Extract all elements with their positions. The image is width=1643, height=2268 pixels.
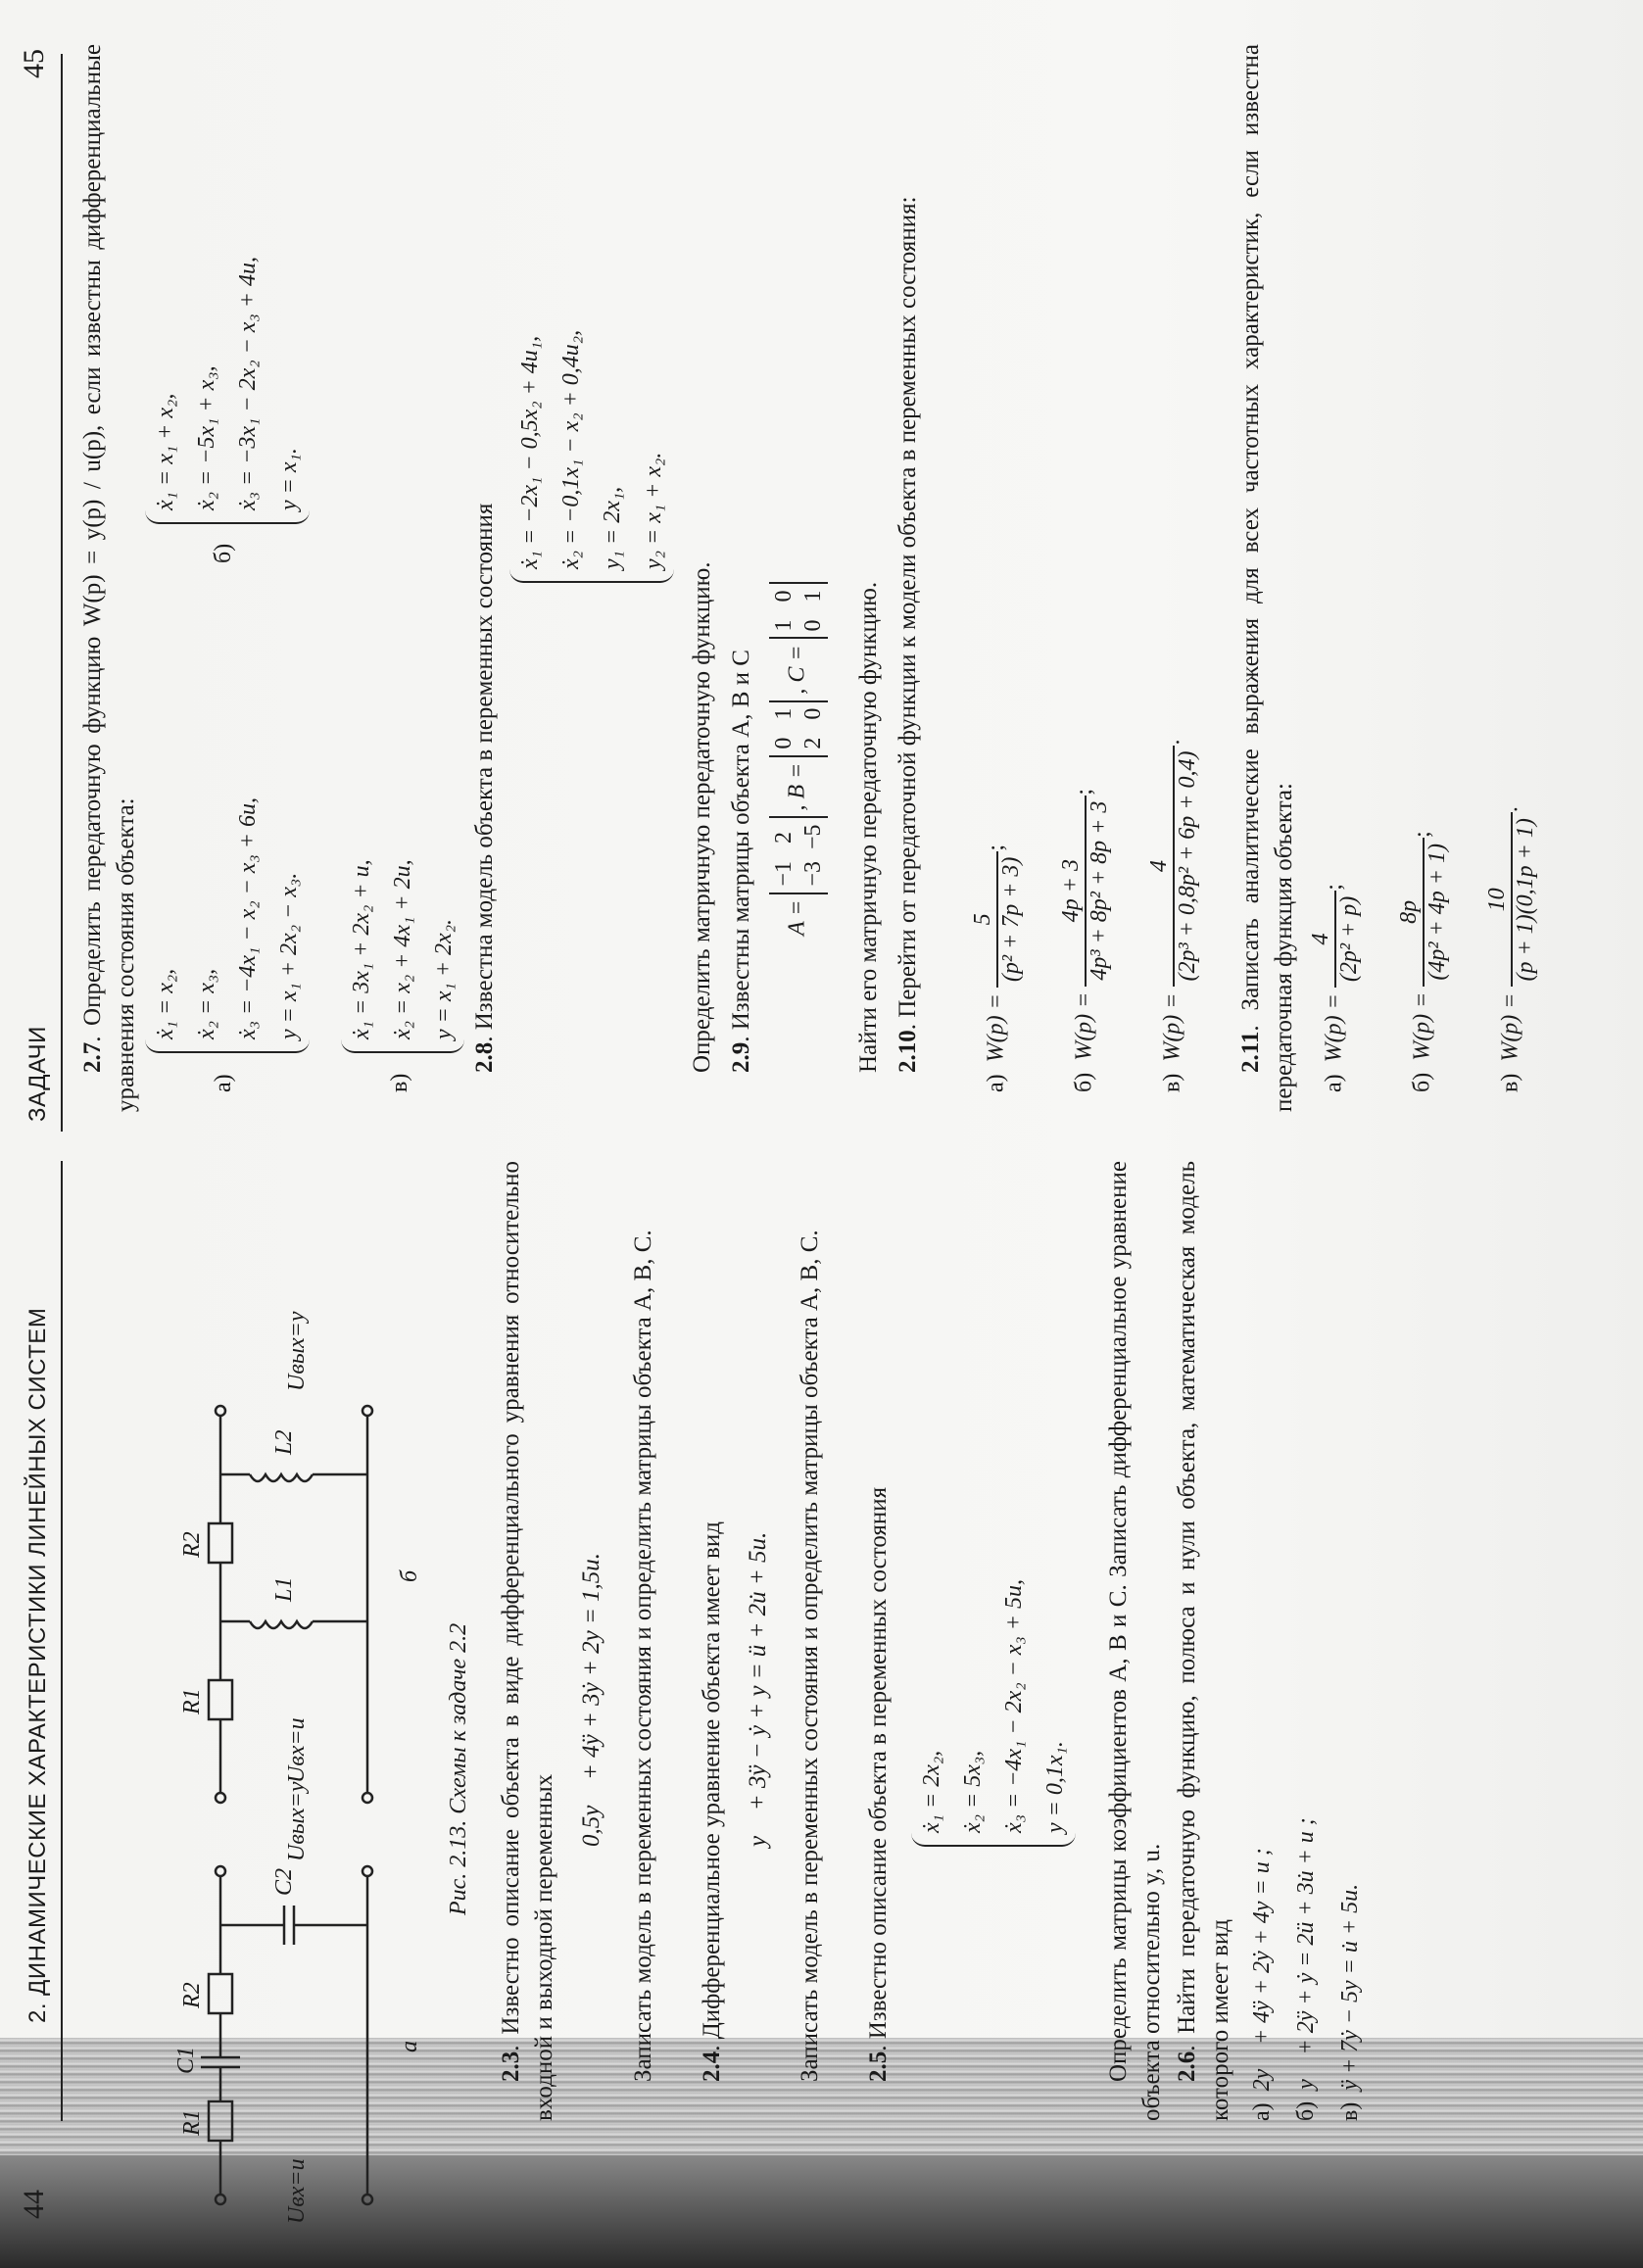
problem-text: . Найти передаточную функцию, полюса и нули объекта, математическая модель которого имеет вид (1174, 1161, 1233, 2121)
equation-2-4: y⃛ + 3ÿ − ẏ + y = ü + 2u̇ + 5u. (745, 1531, 771, 1847)
denominator: (4p² + 4p + 1) (1425, 844, 1450, 981)
problem-text: . Известны матрицы объекта A, B и C (728, 650, 754, 1042)
problem-2-8-tail: Определить матричную передаточную функцию. (689, 561, 715, 1073)
item-key: а) (983, 1074, 1009, 1092)
problem-2-9-tail: Найти его матричную передаточную функцию. (855, 581, 882, 1073)
system-line: ẋ₂ = −0,1x₁ − x₂ + 0,4u₂, (558, 329, 584, 569)
problem-2-5 (862, 1161, 895, 2121)
matrix-a-label: A = (784, 899, 810, 936)
system-line: ẋ₁ = x₁ + x₂, (153, 393, 178, 510)
system-2-7-a (145, 797, 310, 1053)
matrix-row: 0 1 (771, 707, 797, 749)
denominator: (2p² + p) (1336, 895, 1362, 983)
denominator: (p² + 7p + 3) (998, 856, 1024, 983)
item-key: б) (1409, 1072, 1435, 1092)
item-end: ; (1071, 788, 1097, 796)
fig-a-c1-label: C1 (173, 2046, 199, 2074)
problem-text: . Определить передаточную функцию W(p) = y(p) / u(p), если известны дифференциальные уравнения состояния объекта: (79, 44, 139, 1112)
running-header-left: 2. ДИНАМИЧЕСКИЕ ХАРАКТЕРИСТИКИ ЛИНЕЙНЫХ СИСТЕМ (24, 1307, 51, 2023)
matrix-b-label: , B = (784, 762, 810, 811)
item-end: . (1497, 806, 1523, 813)
problem-number: 2.10 (894, 1030, 921, 1073)
system-line: ẋ₃ = −4x₁ − x₂ − x₃ + 6u, (235, 797, 261, 1039)
equation-2-3: 0,5y⃛ + 4ÿ + 3ẏ + 2y = 1,5u. (578, 1552, 604, 1847)
fraction (1308, 891, 1363, 988)
problem-number: 2.7 (79, 1041, 106, 1073)
problem-2-11 (1234, 44, 1301, 1112)
item-2-10-c (1146, 740, 1201, 1092)
fraction (1396, 838, 1451, 987)
fig-b-l1-label: L1 (271, 1576, 297, 1602)
problem-2-9 (725, 44, 758, 1112)
numerator: 8p (1396, 838, 1425, 987)
item-lhs: W(p) = (1159, 992, 1185, 1062)
problem-text: . Известно описание объекта в виде дифференциального уравнения относительно входной и выходной переменных (498, 1161, 557, 2121)
fraction (1146, 746, 1201, 988)
problem-number: 2.9 (728, 1041, 754, 1073)
item-end: ; (1321, 884, 1347, 891)
numerator: 4 (1308, 891, 1336, 988)
matrix-row: 1 0 (771, 590, 797, 632)
system-line: ẋ₁ = 2x₂, (919, 1750, 944, 1833)
item-end: . (1159, 739, 1185, 746)
problem-2-4 (696, 1161, 729, 2121)
system-2-5 (911, 1579, 1076, 1847)
item-2-6-b (1293, 1817, 1320, 2121)
matrix-c-label: , C = (784, 645, 810, 695)
problem-2-3 (495, 1161, 561, 2121)
item-equation: y⃛ + 2ÿ + ẏ = 2ü + 3u̇ + u ; (1293, 1817, 1319, 2090)
system-line: ẋ₂ = 5x₃, (960, 1750, 986, 1833)
fig-a-r2-label: R2 (179, 1982, 205, 2008)
header-rule-right (61, 54, 63, 1132)
system-line: ẋ₂ = x₃, (194, 968, 219, 1039)
system-line: ẋ₁ = −2x₁ − 0,5x₂ + 4u₁, (517, 335, 543, 569)
page-44 (0, 1132, 1643, 2268)
item-key: а) (1321, 1074, 1347, 1092)
problem-number: 2.4 (699, 2051, 725, 2082)
system-line: ẋ₃ = −4x₁ − 2x₂ − x₃ + 5u, (1001, 1579, 1027, 1833)
fig-a-c2-label: C2 (271, 1867, 297, 1896)
problem-number: 2.3 (498, 2051, 524, 2082)
item-equation: ÿ + 7ẏ − 5y = u̇ + 5u. (1337, 1883, 1363, 2091)
item-equation: 2y⃛ + 4ÿ + 2ẏ + 4y = u ; (1249, 1848, 1275, 2092)
denominator: (2p³ + 0,8p² + 6p + 0,4) (1175, 750, 1200, 982)
problem-2-10 (892, 44, 925, 1112)
item-lhs: W(p) = (1071, 991, 1097, 1061)
system-line: ẋ₁ = x₂, (153, 968, 178, 1039)
system-2-7-c (341, 859, 464, 1053)
circuit-figure (73, 1141, 426, 2229)
fig-a-output-label: Uвых=y (284, 1781, 310, 1861)
matrix-row: −1 2 (771, 832, 797, 887)
problem-2-5-tail: Определить матрицы коэффициентов A, B и C. Записать дифференциальное уравнение объекта относительно y, u. (1105, 1161, 1165, 2121)
item-key: б) (1071, 1072, 1097, 1092)
numerator: 4p + 3 (1058, 796, 1087, 987)
problem-2-7 (76, 44, 143, 1112)
item-lhs: W(p) = (1409, 991, 1435, 1061)
fig-b-input-label: Uвх=u (284, 1717, 310, 1783)
fig-b-r2-label: R2 (179, 1531, 205, 1558)
system-line: ẋ₂ = x₂ + 4x₁ + 2u, (390, 859, 415, 1039)
matrix-c (769, 582, 828, 639)
item-2-11-a (1308, 884, 1363, 1092)
problem-number: 2.6 (1174, 2051, 1200, 2082)
system-line: y₁ = 2x₁, (600, 486, 625, 569)
fig-a-label: а (397, 2041, 422, 2052)
matrix-row: −3 −5 (800, 824, 826, 887)
problem-text: . Записать аналитические выражения для всех частотных характеристик, если известна передаточная функция объекта: (1237, 44, 1297, 1112)
matrices-2-9 (769, 582, 828, 936)
matrix-b (769, 700, 828, 757)
item-2-6-c (1337, 1884, 1364, 2121)
fraction (1058, 796, 1113, 987)
problem-number: 2.11 (1237, 1031, 1264, 1073)
problem-text: . Дифференциальное уравнение объекта имеет вид (699, 1521, 725, 2051)
item-lhs: W(p) = (1321, 993, 1347, 1063)
system-line: y₂ = x₁ + x₂. (641, 452, 666, 569)
system-line: y = x₁ + 2x₂ − x₃. (276, 872, 302, 1039)
problem-number: 2.5 (865, 2051, 892, 2082)
running-header-right: ЗАДАЧИ (24, 1026, 51, 1122)
problem-2-4-tail: Записать модель в переменных состояния и определить матрицы объекта A, B, C. (797, 1230, 823, 2082)
fig-b-output-label: Uвых=y (284, 1311, 310, 1391)
page-number-left: 44 (18, 2190, 50, 2219)
numerator: 5 (970, 851, 998, 989)
matrix-a (769, 817, 828, 894)
item-2-11-b (1396, 831, 1451, 1092)
fraction (970, 851, 1025, 989)
item-lhs: W(p) = (983, 993, 1009, 1063)
fig-b-r1-label: R1 (179, 1688, 205, 1714)
item-key: а) (1249, 2102, 1275, 2121)
item-end: ; (983, 844, 1009, 851)
system-line: ẋ₃ = −3x₁ − 2x₂ − x₃ + 4u, (235, 257, 261, 510)
system-line: y = x₁ + 2x₂. (431, 918, 457, 1039)
system-line: ẋ₁ = 3x₁ + 2x₂ + u, (349, 859, 374, 1039)
problem-text: . Известно описание объекта в переменных состояния (865, 1486, 892, 2051)
system-line: y = x₁. (276, 448, 302, 510)
problem-text: . Известна модель объекта в переменных состояния (471, 503, 498, 1042)
item-2-7-c-key: в) (387, 1073, 412, 1092)
page-45 (0, 0, 1643, 1132)
problem-text: . Перейти от передаточной функции к модели объекта в переменных состояния: (894, 196, 921, 1031)
fig-b-l2-label: L2 (271, 1429, 297, 1455)
matrix-row: 0 1 (800, 590, 826, 632)
fig-a-input-label: Uвх=u (284, 2158, 310, 2224)
problem-2-3-tail: Записать модель в переменных состояния и определить матрицы объекта A, B, C. (630, 1230, 656, 2082)
matrix-row: 2 0 (800, 707, 826, 749)
fig-a-r1-label: R1 (179, 2109, 205, 2136)
fraction (1484, 812, 1539, 987)
fig-b-label: б (397, 1569, 422, 1582)
system-line: ẋ₂ = −5x₁ + x₃, (194, 365, 219, 510)
problem-number: 2.8 (471, 1041, 498, 1073)
numerator: 10 (1484, 812, 1513, 987)
system-line: y = 0,1x₁. (1042, 1741, 1068, 1833)
denominator: 4p³ + 8p² + 8p + 3 (1087, 800, 1112, 981)
item-lhs: W(p) = (1497, 992, 1523, 1062)
problem-2-6 (1171, 1161, 1237, 2121)
item-key: в) (1497, 1073, 1523, 1092)
figure-caption: Рис. 2.13. Схемы к задаче 2.2 (446, 1622, 471, 1915)
problem-2-8 (468, 44, 502, 1112)
system-2-8 (509, 330, 674, 583)
item-2-7-a-key: а) (211, 1074, 236, 1092)
system-2-7-b (145, 257, 310, 524)
numerator: 4 (1146, 746, 1175, 988)
item-2-10-b (1058, 789, 1113, 1092)
item-end: ; (1409, 831, 1435, 839)
item-2-7-b-key: б) (211, 543, 236, 563)
item-2-11-c (1484, 806, 1539, 1092)
item-key: б) (1293, 2100, 1319, 2121)
item-key: в) (1159, 1073, 1185, 1092)
page-number-right: 45 (18, 49, 50, 78)
item-2-6-a (1249, 1848, 1276, 2121)
item-key: в) (1337, 2101, 1363, 2121)
denominator: (p + 1)(0,1p + 1) (1513, 818, 1538, 982)
item-2-10-a (970, 844, 1025, 1092)
header-rule-left (61, 1161, 63, 2121)
